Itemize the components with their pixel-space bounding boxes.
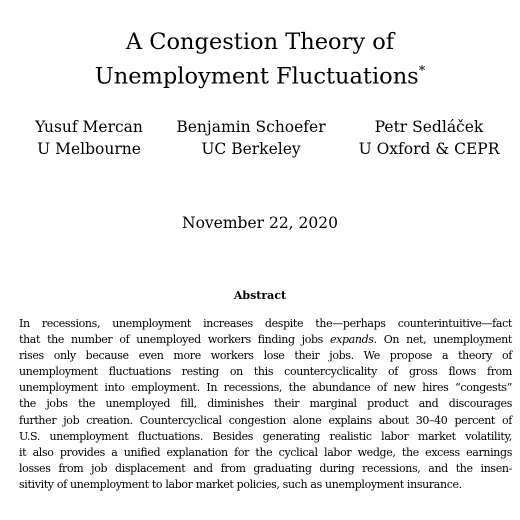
abstract-line-text: that the number of unemployed workers finding jobs: [19, 333, 330, 347]
abstract-line-text: . On net, unemployment: [373, 333, 512, 347]
author-affiliation: UC Berkeley: [201, 140, 301, 158]
author-list: [0, 116, 520, 160]
abstract-line: In recessions, unemployment increases despite the—perhaps counterintuitive—fact: [19, 317, 512, 330]
title-footnote-mark: *: [418, 64, 426, 79]
abstract-heading: Abstract: [233, 289, 287, 302]
author-block-mercan: [17, 116, 161, 160]
abstract-line: U.S. unemployment fluctuations. Besides generating realistic labor market volatility,: [19, 429, 512, 443]
author-affiliation: U Melbourne: [37, 140, 141, 158]
abstract-line: sitivity of unemployment to labor market policies, such as unemployment insurance.: [19, 477, 462, 491]
abstract-emphasis: expands: [329, 333, 374, 347]
abstract-line: the jobs the unemployed fill, diminishes their marginal product and discourages: [19, 397, 512, 411]
author-affiliation: U Oxford & CEPR: [358, 140, 500, 158]
abstract-text: [19, 316, 512, 493]
abstract-line: unemployment fluctuations resting on this countercyclicality of gross flows from: [19, 365, 512, 379]
author-block-schoefer: [171, 116, 331, 160]
title-line-2: [0, 57, 520, 92]
abstract-line: further job creation. Countercyclical congestion alone explains about 30–40 percent of: [19, 413, 512, 427]
author-name: Yusuf Mercan: [35, 118, 143, 136]
author-name: Benjamin Schoefer: [176, 118, 326, 136]
abstract-line: rises only because even more workers lose their jobs. We propose a theory of: [19, 349, 512, 363]
paper-date: November 22, 2020: [182, 214, 338, 232]
abstract-line: unemployment into employment. In recessions, the abundance of new hires “congests”: [19, 381, 512, 395]
title-line-2-text: Unemployment Fluctuations: [94, 63, 419, 90]
abstract-line: it also provides a unified explanation for the cyclical labor wedge, the excess earnings: [19, 445, 512, 459]
abstract-line: [19, 332, 512, 348]
paper-title: [0, 27, 520, 92]
abstract-line: losses from job displacement and from graduating during recessions, and the insen-: [19, 461, 512, 475]
author-name: Petr Sedláček: [374, 118, 484, 136]
title-line-1: A Congestion Theory of: [125, 29, 395, 55]
author-block-sedlacek: [347, 116, 511, 160]
